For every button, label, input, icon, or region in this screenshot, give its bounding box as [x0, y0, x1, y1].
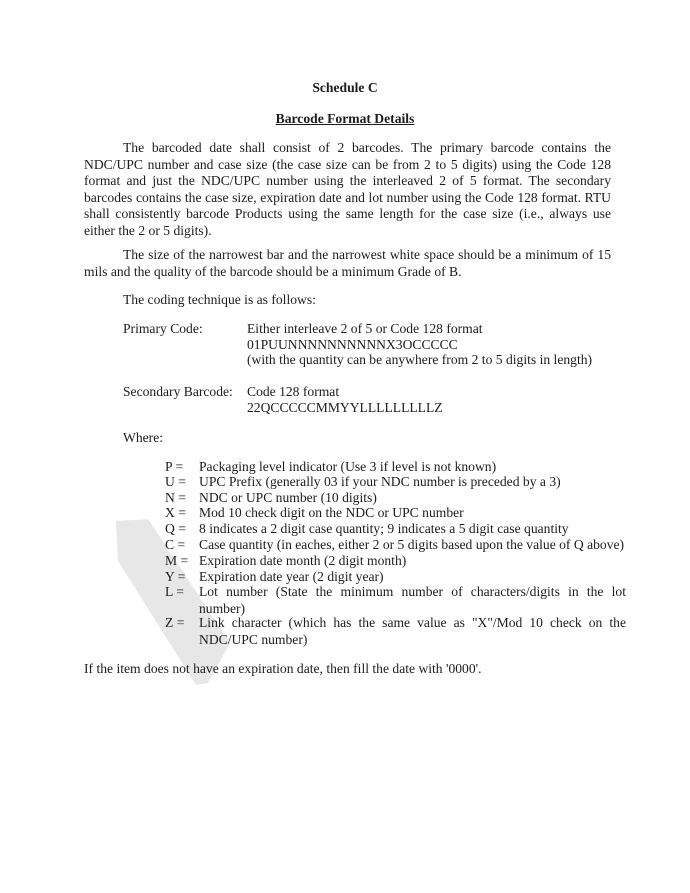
definition-text: Packaging level indicator (Use 3 if level is not known)	[199, 459, 497, 474]
definition-symbol: U =	[165, 474, 186, 489]
definition-text: Case quantity (in eaches, either 2 or 5 digits based upon the value of Q above)	[199, 537, 625, 552]
definition-symbol: C =	[165, 537, 186, 552]
primary-code-note: (with the quantity can be anywhere from 2 to 5 digits in length)	[247, 352, 593, 367]
definition-text: NDC or UPC number (10 digits)	[199, 490, 377, 505]
where-label: Where:	[123, 430, 163, 445]
section-title	[0, 111, 690, 128]
schedule-title: Schedule C	[312, 80, 378, 95]
definition-text: 8 indicates a 2 digit case quantity; 9 indicates a 5 digit case quantity	[199, 521, 569, 536]
definition-symbol: N =	[165, 490, 186, 505]
print-quality-paragraph: The size of the narrowest bar and the narrowest white space should be a minimum of 15 mils and the quality of the barcode should be a minimum Grade of B.	[84, 247, 611, 279]
primary-code-pattern: 01PUUNNNNNNNNNNX3OCCCCC	[247, 337, 458, 352]
definition-text: Expiration date month (2 digit month)	[199, 553, 407, 568]
secondary-barcode-pattern: 22QCCCCCMMYYLLLLLLLLLZ	[247, 400, 443, 415]
definition-text: Link character (which has the same value as "X"/Mod 10 check on the NDC/UPC number)	[199, 615, 626, 647]
definition-text: Lot number (State the minimum number of characters/digits in the lot number)	[199, 584, 626, 616]
definition-symbol: Z =	[165, 615, 185, 630]
definition-symbol: L =	[165, 584, 184, 599]
definition-text: Expiration date year (2 digit year)	[199, 569, 384, 584]
section-title-text: Barcode Format Details	[275, 111, 415, 126]
definition-text: Mod 10 check digit on the NDC or UPC number	[199, 505, 464, 520]
intro-paragraph: The barcoded date shall consist of 2 barcodes. The primary barcode contains the NDC/UPC number and case size (the case size can be from 2 to 5 digits) using the Code 128 format and just the NDC/UPC number using the interleaved 2 of 5 format. The secondary barcodes contains the case size, expiration date and lot number using the Code 128 format. RTU shall consistently barcode Products using the same length for the case size (i.e., always use either the 2 or 5 digits).	[84, 140, 611, 238]
secondary-barcode-label: Secondary Barcode:	[123, 384, 233, 399]
primary-code-format: Either interleave 2 of 5 or Code 128 format	[247, 321, 483, 336]
definition-symbol: X =	[165, 505, 186, 520]
definition-symbol: Q =	[165, 521, 186, 536]
definition-text: UPC Prefix (generally 03 if your NDC number is preceded by a 3)	[199, 474, 561, 489]
primary-code-label: Primary Code:	[123, 321, 203, 336]
secondary-barcode-format: Code 128 format	[247, 384, 340, 399]
definition-symbol: Y =	[165, 569, 186, 584]
no-expiration-note: If the item does not have an expiration date, then fill the date with '0000'.	[84, 661, 482, 676]
definition-symbol: P =	[165, 459, 184, 474]
coding-intro: The coding technique is as follows:	[123, 292, 316, 307]
definition-symbol: M =	[165, 553, 189, 568]
